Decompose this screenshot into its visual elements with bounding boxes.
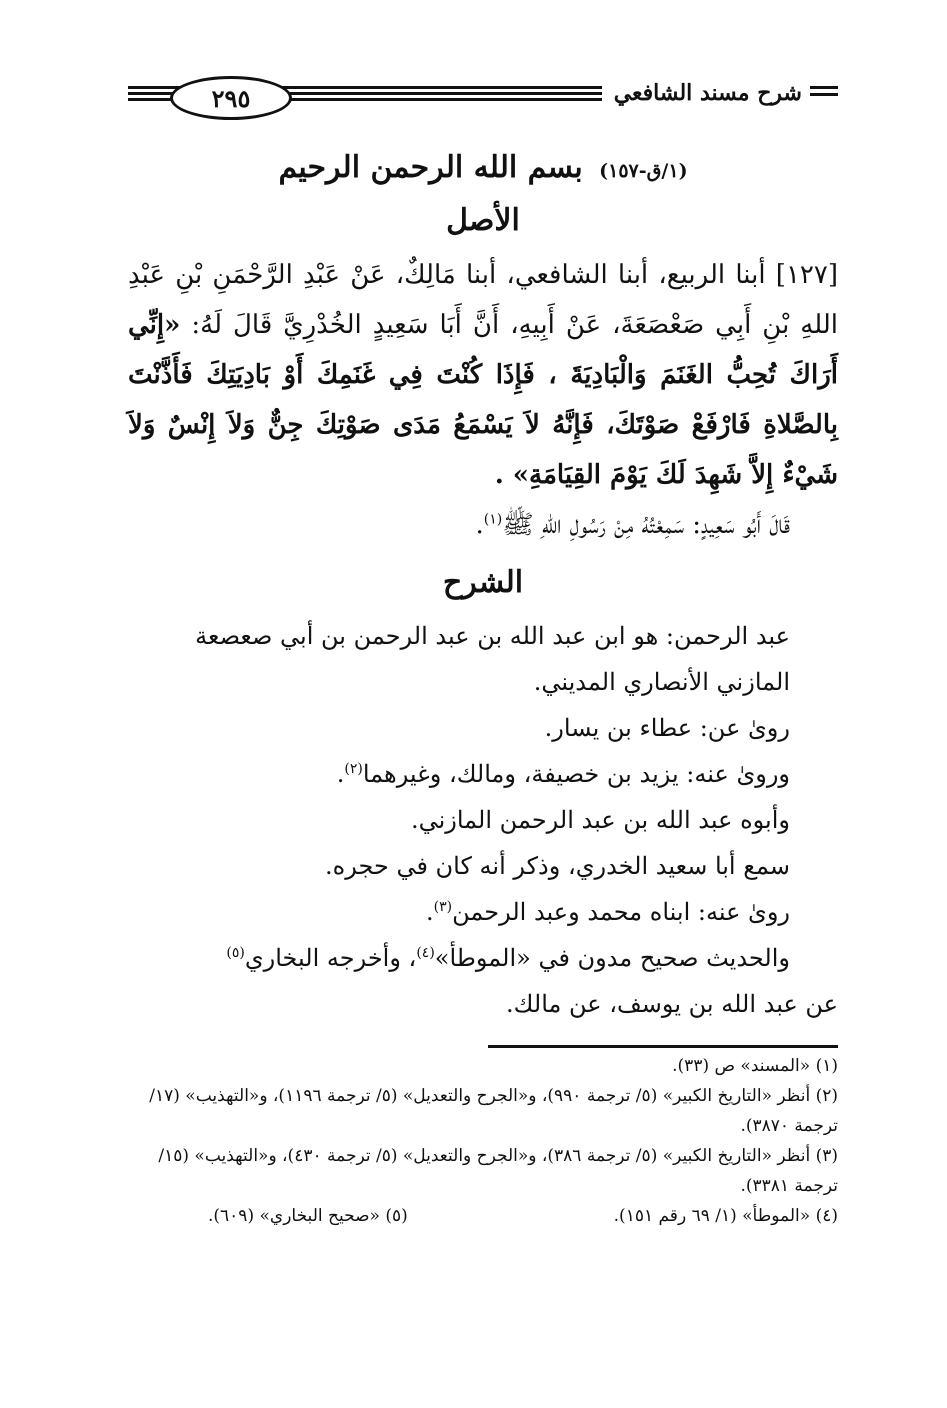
page-number: ٢٩٥ (170, 76, 292, 120)
footnote-ref-1[interactable]: (١) (483, 511, 503, 528)
commentary-paragraph: ورویٰ عنه: يزيد بن خصيفة، ومالك، وغيرهما$^{(٢)}$. (336, 760, 790, 788)
hadith-paragraph (128, 250, 838, 500)
running-header (128, 72, 838, 122)
commentary-text: ورویٰ عنه: يزيد بن خصيفة، ومالك، وغيرهما (362, 760, 790, 788)
footnotes-4-5 (208, 1201, 838, 1231)
commentary-paragraph: عن عبد الله بن يوسف، عن مالك. (506, 990, 838, 1018)
asl-heading: الأصل (446, 203, 520, 238)
basmala-line (128, 150, 838, 185)
footnote-separator (488, 1045, 838, 1048)
footnote-4: (٤) «الموطأ» (١/ ٦٩ رقم ١٥١). (613, 1206, 838, 1226)
commentary-text: ، وأخرجه البخاري (244, 944, 417, 972)
manuscript-ref: (١/ق-١٥٧) (599, 160, 688, 182)
footnote-ref-4[interactable]: (٤) (416, 945, 435, 961)
commentary-paragraph: رویٰ عن: عطاء بن يسار. (544, 714, 790, 742)
footnote-5: (٥) «صحيح البخاري» (٦٠٩). (208, 1206, 408, 1226)
commentary-paragraph: سمع أبا سعيد الخدري، وذكر أنه كان في حجره. (325, 852, 790, 880)
commentary-block (128, 613, 838, 1027)
commentary-paragraph (128, 935, 838, 981)
hadith-matn: «إِنِّي أَرَاكَ تُحِبُّ الغَنَمَ وَالْبَادِيَةَ ، فَإِذَا كُنْتَ فِي غَنَمِكَ أَوْ بَادِيَتِكَ فَأَذَّنْتَ بِالصَّلاةِ فَارْفَعْ صَوْتَكَ، فَإِنَّهُ لاَ يَسْمَعُ مَدَى صَوْتِكَ جِنٌّ وَلاَ إِنْسٌ وَلاَ شَيْءٌ إِلاَّ شَهِدَ لَكَ يَوْمَ القِيَامَةِ» . (128, 310, 838, 490)
footnote-ref-2[interactable]: (٢) (344, 761, 363, 777)
book-title: شرح مسند الشافعي (613, 80, 802, 106)
title-ornament (810, 86, 838, 100)
hadith-isnad: [١٢٧] أبنا الربيع، أبنا الشافعي، أبنا مَالِكٌ، عَنْ عَبْدِ الرَّحْمَنِ بْنِ عَبْدِ اللهِ بْنِ أَبِي صَعْصَعَةَ، عَنْ أَبِيهِ، أَنَّ أَبَا سَعِيدٍ الخُدْرِيَّ قَالَ لَهُ: (128, 260, 838, 340)
footnote-3: (٣) أنظر «التاريخ الكبير» (٥/ ترجمة ٣٨٦)، و«الجرح والتعديل» (٥/ ترجمة ٤٣٠)، و«التهذيب» (١٥/ ترجمة ٣٣٨١). (158, 1146, 838, 1196)
commentary-paragraph: عبد الرحمن: هو ابن عبد الله بن عبد الرحمن بن أبي صعصعة المازني الأنصاري المديني. (195, 622, 790, 696)
footnote-1: (١) «المسند» ص (٣٣). (672, 1056, 838, 1076)
footnote-ref-5[interactable]: (٥) (226, 945, 245, 961)
period: . (475, 510, 484, 540)
commentary-paragraph: رویٰ عنه: ابناه محمد وعبد الرحمن$^{(٣)}$. (426, 898, 790, 926)
basmala-text: بسم الله الرحمن الرحيم (278, 150, 583, 185)
footnotes (128, 1051, 838, 1231)
commentary-text: والحديث صحيح مدون في «الموطأ» (434, 944, 790, 972)
abu-said-text: قَالَ أَبُو سَعِيدٍ: سَمِعْتُهُ مِنْ رَسُولِ اللهِ ﷺ (502, 510, 790, 540)
commentary-text: رویٰ عنه: ابناه محمد وعبد الرحمن (452, 898, 790, 926)
commentary-paragraph: وأبوه عبد الله بن عبد الرحمن المازني. (410, 806, 790, 834)
footnote-ref-3[interactable]: (٣) (433, 899, 453, 915)
footnote-2: (٢) أنظر «التاريخ الكبير» (٥/ ترجمة ٩٩٠)، و«الجرح والتعديل» (٥/ ترجمة ١١٩٦)، و«التهذيب» (١٧/ ترجمة ٣٨٧٠). (149, 1086, 838, 1136)
hadith-block (128, 250, 838, 550)
abu-said-line (128, 500, 838, 550)
sharh-heading: الشرح (442, 565, 524, 600)
